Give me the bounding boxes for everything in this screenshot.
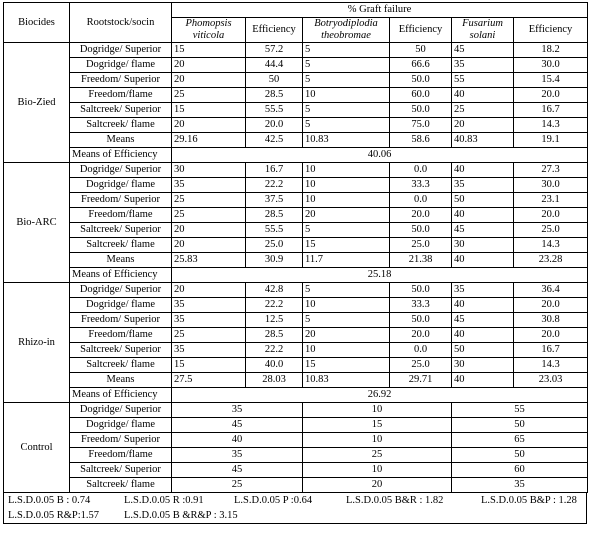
efficiency-value: 0.0 bbox=[390, 193, 452, 208]
rootstock-label: Saltcreek/ Superior bbox=[70, 463, 172, 478]
mean-value: 23.03 bbox=[514, 373, 588, 388]
mean-value: 25.83 bbox=[172, 253, 246, 268]
graft-failure-value: 15 bbox=[303, 238, 390, 253]
means-row bbox=[4, 133, 588, 148]
control-graft-failure-value: 50 bbox=[452, 448, 588, 463]
efficiency-value: 20.0 bbox=[390, 208, 452, 223]
efficiency-value: 22.2 bbox=[246, 178, 303, 193]
mean-value: 11.7 bbox=[303, 253, 390, 268]
rootstock-label: Dogridge/ Superior bbox=[70, 163, 172, 178]
rootstock-label: Saltcreek/ Superior bbox=[70, 343, 172, 358]
efficiency-value: 25.0 bbox=[514, 223, 588, 238]
graft-failure-value: 5 bbox=[303, 58, 390, 73]
efficiency-value: 20.0 bbox=[390, 328, 452, 343]
efficiency-value: 66.6 bbox=[390, 58, 452, 73]
rootstock-label: Saltcreek/ flame bbox=[70, 118, 172, 133]
graft-failure-value: 15 bbox=[172, 358, 246, 373]
control-graft-failure-value: 45 bbox=[172, 418, 303, 433]
control-name: Control bbox=[4, 403, 70, 493]
graft-failure-value: 20 bbox=[172, 238, 246, 253]
lsd-r: L.S.D.0.05 R :0.91 bbox=[124, 495, 204, 506]
efficiency-value: 28.5 bbox=[246, 88, 303, 103]
efficiency-value: 50.0 bbox=[390, 283, 452, 298]
lsd-line-1 bbox=[4, 493, 586, 508]
table-row bbox=[4, 343, 588, 358]
graft-failure-value: 20 bbox=[172, 283, 246, 298]
efficiency-value: 0.0 bbox=[390, 163, 452, 178]
graft-failure-value: 40 bbox=[452, 328, 514, 343]
efficiency-value: 36.4 bbox=[514, 283, 588, 298]
control-graft-failure-value: 25 bbox=[172, 478, 303, 493]
control-row bbox=[4, 433, 588, 448]
graft-failure-value: 5 bbox=[303, 103, 390, 118]
table-header bbox=[4, 3, 588, 43]
control-row bbox=[4, 448, 588, 463]
efficiency-value: 30.0 bbox=[514, 58, 588, 73]
graft-failure-value: 20 bbox=[303, 328, 390, 343]
control-row bbox=[4, 463, 588, 478]
biocide-name: Bio-Zied bbox=[4, 43, 70, 163]
graft-failure-value: 35 bbox=[452, 283, 514, 298]
means-of-efficiency-label: Means of Efficiency bbox=[70, 148, 172, 163]
mean-value: 10.83 bbox=[303, 133, 390, 148]
rootstock-label: Dogridge/ Superior bbox=[70, 43, 172, 58]
lsd-p: L.S.D.0.05 P :0.64 bbox=[234, 495, 313, 506]
pathogen-2-line2: theobromae bbox=[321, 30, 371, 41]
efficiency-value: 33.3 bbox=[390, 298, 452, 313]
means-label: Means bbox=[70, 373, 172, 388]
biocide-name: Rhizo-in bbox=[4, 283, 70, 403]
graft-failure-value: 45 bbox=[452, 223, 514, 238]
lsd-br: L.S.D.0.05 B&R : 1.82 bbox=[346, 495, 444, 506]
efficiency-value: 57.2 bbox=[246, 43, 303, 58]
header-rootstock: Rootstock/socin bbox=[70, 3, 172, 43]
graft-failure-value: 35 bbox=[172, 313, 246, 328]
control-graft-failure-value: 35 bbox=[172, 403, 303, 418]
means-of-efficiency-label: Means of Efficiency bbox=[70, 388, 172, 403]
graft-failure-value: 15 bbox=[172, 103, 246, 118]
efficiency-value: 20.0 bbox=[514, 88, 588, 103]
mean-value: 58.6 bbox=[390, 133, 452, 148]
means-of-efficiency-row bbox=[4, 268, 588, 283]
control-graft-failure-value: 45 bbox=[172, 463, 303, 478]
rootstock-label: Dogridge/ Superior bbox=[70, 403, 172, 418]
table-row bbox=[4, 163, 588, 178]
efficiency-value: 25.0 bbox=[390, 358, 452, 373]
mean-value: 29.71 bbox=[390, 373, 452, 388]
rootstock-label: Freedom/ Superior bbox=[70, 433, 172, 448]
rootstock-label: Dogridge/ flame bbox=[70, 298, 172, 313]
table-body bbox=[4, 43, 588, 493]
efficiency-value: 42.8 bbox=[246, 283, 303, 298]
table-row bbox=[4, 328, 588, 343]
graft-failure-value: 35 bbox=[172, 343, 246, 358]
table-row bbox=[4, 43, 588, 58]
graft-failure-value: 25 bbox=[172, 88, 246, 103]
control-graft-failure-value: 10 bbox=[303, 403, 452, 418]
rootstock-label: Freedom/ Superior bbox=[70, 313, 172, 328]
efficiency-value: 18.2 bbox=[514, 43, 588, 58]
table-row bbox=[4, 313, 588, 328]
efficiency-value: 27.3 bbox=[514, 163, 588, 178]
efficiency-value: 12.5 bbox=[246, 313, 303, 328]
control-graft-failure-value: 60 bbox=[452, 463, 588, 478]
efficiency-value: 22.2 bbox=[246, 298, 303, 313]
header-efficiency-3: Efficiency bbox=[514, 18, 588, 43]
graft-failure-value: 5 bbox=[303, 43, 390, 58]
efficiency-value: 14.3 bbox=[514, 358, 588, 373]
graft-failure-value: 45 bbox=[452, 313, 514, 328]
rootstock-label: Saltcreek/ Superior bbox=[70, 103, 172, 118]
mean-value: 42.5 bbox=[246, 133, 303, 148]
table-row bbox=[4, 223, 588, 238]
graft-failure-value: 25 bbox=[172, 193, 246, 208]
table-row bbox=[4, 238, 588, 253]
lsd-rp: L.S.D.0.05 R&P:1.57 bbox=[8, 510, 100, 521]
rootstock-label: Freedom/ Superior bbox=[70, 193, 172, 208]
means-label: Means bbox=[70, 253, 172, 268]
header-pathogen-2 bbox=[303, 18, 390, 43]
graft-failure-value: 25 bbox=[172, 208, 246, 223]
rootstock-label: Freedom/flame bbox=[70, 208, 172, 223]
graft-failure-value: 5 bbox=[303, 73, 390, 88]
graft-failure-value: 10 bbox=[303, 343, 390, 358]
pathogen-3-line1: Fusarium bbox=[462, 18, 503, 29]
mean-value: 21.38 bbox=[390, 253, 452, 268]
table-row bbox=[4, 73, 588, 88]
efficiency-value: 50.0 bbox=[390, 223, 452, 238]
rootstock-label: Freedom/flame bbox=[70, 448, 172, 463]
control-graft-failure-value: 35 bbox=[172, 448, 303, 463]
efficiency-value: 14.3 bbox=[514, 118, 588, 133]
efficiency-value: 55.5 bbox=[246, 223, 303, 238]
efficiency-value: 75.0 bbox=[390, 118, 452, 133]
table-row bbox=[4, 283, 588, 298]
mean-value: 19.1 bbox=[514, 133, 588, 148]
rootstock-label: Freedom/ Superior bbox=[70, 73, 172, 88]
control-graft-failure-value: 65 bbox=[452, 433, 588, 448]
mean-value: 40 bbox=[452, 373, 514, 388]
pathogen-1-line1: Phomopsis bbox=[185, 18, 232, 29]
graft-failure-value: 5 bbox=[303, 118, 390, 133]
graft-failure-value: 40 bbox=[452, 208, 514, 223]
graft-failure-value: 15 bbox=[303, 358, 390, 373]
results-table-container bbox=[3, 2, 587, 524]
control-graft-failure-value: 10 bbox=[303, 433, 452, 448]
table-row bbox=[4, 358, 588, 373]
efficiency-value: 50 bbox=[246, 73, 303, 88]
means-of-efficiency-row bbox=[4, 388, 588, 403]
control-graft-failure-value: 20 bbox=[303, 478, 452, 493]
graft-failure-value: 10 bbox=[303, 178, 390, 193]
efficiency-value: 20.0 bbox=[514, 328, 588, 343]
rootstock-label: Saltcreek/ flame bbox=[70, 238, 172, 253]
graft-failure-value: 35 bbox=[452, 58, 514, 73]
means-of-efficiency-row bbox=[4, 148, 588, 163]
table-row bbox=[4, 103, 588, 118]
lsd-brp: L.S.D.0.05 B &R&P : 3.15 bbox=[124, 510, 238, 521]
control-row bbox=[4, 418, 588, 433]
efficiency-value: 14.3 bbox=[514, 238, 588, 253]
graft-failure-value: 5 bbox=[303, 313, 390, 328]
header-efficiency-2: Efficiency bbox=[390, 18, 452, 43]
means-of-efficiency-value: 40.06 bbox=[172, 148, 588, 163]
control-graft-failure-value: 10 bbox=[303, 463, 452, 478]
header-pathogen-1 bbox=[172, 18, 246, 43]
rootstock-label: Dogridge/ Superior bbox=[70, 283, 172, 298]
graft-failure-value: 10 bbox=[303, 298, 390, 313]
control-row bbox=[4, 478, 588, 493]
graft-failure-value: 20 bbox=[172, 58, 246, 73]
graft-failure-value: 5 bbox=[303, 223, 390, 238]
mean-value: 30.9 bbox=[246, 253, 303, 268]
efficiency-value: 20.0 bbox=[514, 298, 588, 313]
header-graft-failure: % Graft failure bbox=[172, 3, 588, 18]
efficiency-value: 37.5 bbox=[246, 193, 303, 208]
mean-value: 40.83 bbox=[452, 133, 514, 148]
graft-failure-value: 10 bbox=[303, 193, 390, 208]
table-row bbox=[4, 208, 588, 223]
efficiency-value: 16.7 bbox=[514, 343, 588, 358]
mean-value: 27.5 bbox=[172, 373, 246, 388]
control-graft-failure-value: 50 bbox=[452, 418, 588, 433]
efficiency-value: 22.2 bbox=[246, 343, 303, 358]
control-graft-failure-value: 40 bbox=[172, 433, 303, 448]
table-row bbox=[4, 118, 588, 133]
graft-failure-value: 30 bbox=[452, 358, 514, 373]
graft-failure-value: 50 bbox=[452, 343, 514, 358]
efficiency-value: 23.1 bbox=[514, 193, 588, 208]
efficiency-value: 44.4 bbox=[246, 58, 303, 73]
graft-failure-value: 50 bbox=[452, 193, 514, 208]
graft-failure-value: 40 bbox=[452, 163, 514, 178]
mean-value: 23.28 bbox=[514, 253, 588, 268]
rootstock-label: Saltcreek/ flame bbox=[70, 358, 172, 373]
graft-failure-value: 30 bbox=[452, 238, 514, 253]
table-row bbox=[4, 193, 588, 208]
efficiency-value: 50.0 bbox=[390, 103, 452, 118]
table-row bbox=[4, 298, 588, 313]
mean-value: 40 bbox=[452, 253, 514, 268]
mean-value: 10.83 bbox=[303, 373, 390, 388]
table-row bbox=[4, 58, 588, 73]
means-of-efficiency-value: 26.92 bbox=[172, 388, 588, 403]
efficiency-value: 50.0 bbox=[390, 73, 452, 88]
control-graft-failure-value: 15 bbox=[303, 418, 452, 433]
rootstock-label: Freedom/flame bbox=[70, 88, 172, 103]
graft-failure-value: 5 bbox=[303, 283, 390, 298]
graft-failure-value: 20 bbox=[172, 223, 246, 238]
efficiency-value: 28.5 bbox=[246, 208, 303, 223]
control-row bbox=[4, 403, 588, 418]
graft-failure-value: 35 bbox=[172, 178, 246, 193]
biocide-name: Bio-ARC bbox=[4, 163, 70, 283]
mean-value: 28.03 bbox=[246, 373, 303, 388]
efficiency-value: 15.4 bbox=[514, 73, 588, 88]
mean-value: 29.16 bbox=[172, 133, 246, 148]
graft-failure-value: 55 bbox=[452, 73, 514, 88]
header-pathogen-3 bbox=[452, 18, 514, 43]
efficiency-value: 28.5 bbox=[246, 328, 303, 343]
rootstock-label: Dogridge/ flame bbox=[70, 58, 172, 73]
efficiency-value: 50 bbox=[390, 43, 452, 58]
efficiency-value: 50.0 bbox=[390, 313, 452, 328]
efficiency-value: 30.0 bbox=[514, 178, 588, 193]
graft-failure-value: 40 bbox=[452, 298, 514, 313]
table-row bbox=[4, 178, 588, 193]
efficiency-value: 60.0 bbox=[390, 88, 452, 103]
graft-failure-value: 20 bbox=[172, 118, 246, 133]
efficiency-value: 0.0 bbox=[390, 343, 452, 358]
efficiency-value: 25.0 bbox=[390, 238, 452, 253]
rootstock-label: Saltcreek/ flame bbox=[70, 478, 172, 493]
rootstock-label: Saltcreek/ Superior bbox=[70, 223, 172, 238]
efficiency-value: 16.7 bbox=[246, 163, 303, 178]
graft-failure-value: 30 bbox=[172, 163, 246, 178]
graft-failure-value: 40 bbox=[452, 88, 514, 103]
means-of-efficiency-label: Means of Efficiency bbox=[70, 268, 172, 283]
rootstock-label: Freedom/flame bbox=[70, 328, 172, 343]
means-of-efficiency-value: 25.18 bbox=[172, 268, 588, 283]
graft-failure-value: 10 bbox=[303, 163, 390, 178]
table-row bbox=[4, 88, 588, 103]
pathogen-2-line1: Botryodiplodia bbox=[314, 18, 378, 29]
efficiency-value: 20.0 bbox=[246, 118, 303, 133]
pathogen-1-line2: viticola bbox=[192, 30, 225, 41]
means-row bbox=[4, 373, 588, 388]
means-label: Means bbox=[70, 133, 172, 148]
lsd-bp: L.S.D.0.05 B&P : 1.28 bbox=[481, 495, 577, 506]
lsd-b: L.S.D.0.05 B : 0.74 bbox=[8, 495, 91, 506]
graft-failure-value: 15 bbox=[172, 43, 246, 58]
efficiency-value: 20.0 bbox=[514, 208, 588, 223]
graft-failure-value: 45 bbox=[452, 43, 514, 58]
graft-failure-value: 35 bbox=[452, 178, 514, 193]
efficiency-value: 33.3 bbox=[390, 178, 452, 193]
efficiency-value: 16.7 bbox=[514, 103, 588, 118]
efficiency-value: 55.5 bbox=[246, 103, 303, 118]
rootstock-label: Dogridge/ flame bbox=[70, 418, 172, 433]
lsd-line-2 bbox=[4, 508, 586, 523]
control-graft-failure-value: 55 bbox=[452, 403, 588, 418]
efficiency-value: 30.8 bbox=[514, 313, 588, 328]
efficiency-value: 25.0 bbox=[246, 238, 303, 253]
header-efficiency-1: Efficiency bbox=[246, 18, 303, 43]
means-row bbox=[4, 253, 588, 268]
control-graft-failure-value: 25 bbox=[303, 448, 452, 463]
rootstock-label: Dogridge/ flame bbox=[70, 178, 172, 193]
graft-failure-table bbox=[3, 2, 588, 493]
header-biocides: Biocides bbox=[4, 3, 70, 43]
control-graft-failure-value: 35 bbox=[452, 478, 588, 493]
graft-failure-value: 25 bbox=[172, 328, 246, 343]
efficiency-value: 40.0 bbox=[246, 358, 303, 373]
pathogen-3-line2: solani bbox=[469, 30, 496, 41]
lsd-footer bbox=[3, 493, 587, 524]
graft-failure-value: 20 bbox=[303, 208, 390, 223]
graft-failure-value: 25 bbox=[452, 103, 514, 118]
graft-failure-value: 20 bbox=[452, 118, 514, 133]
graft-failure-value: 35 bbox=[172, 298, 246, 313]
graft-failure-value: 10 bbox=[303, 88, 390, 103]
graft-failure-value: 20 bbox=[172, 73, 246, 88]
